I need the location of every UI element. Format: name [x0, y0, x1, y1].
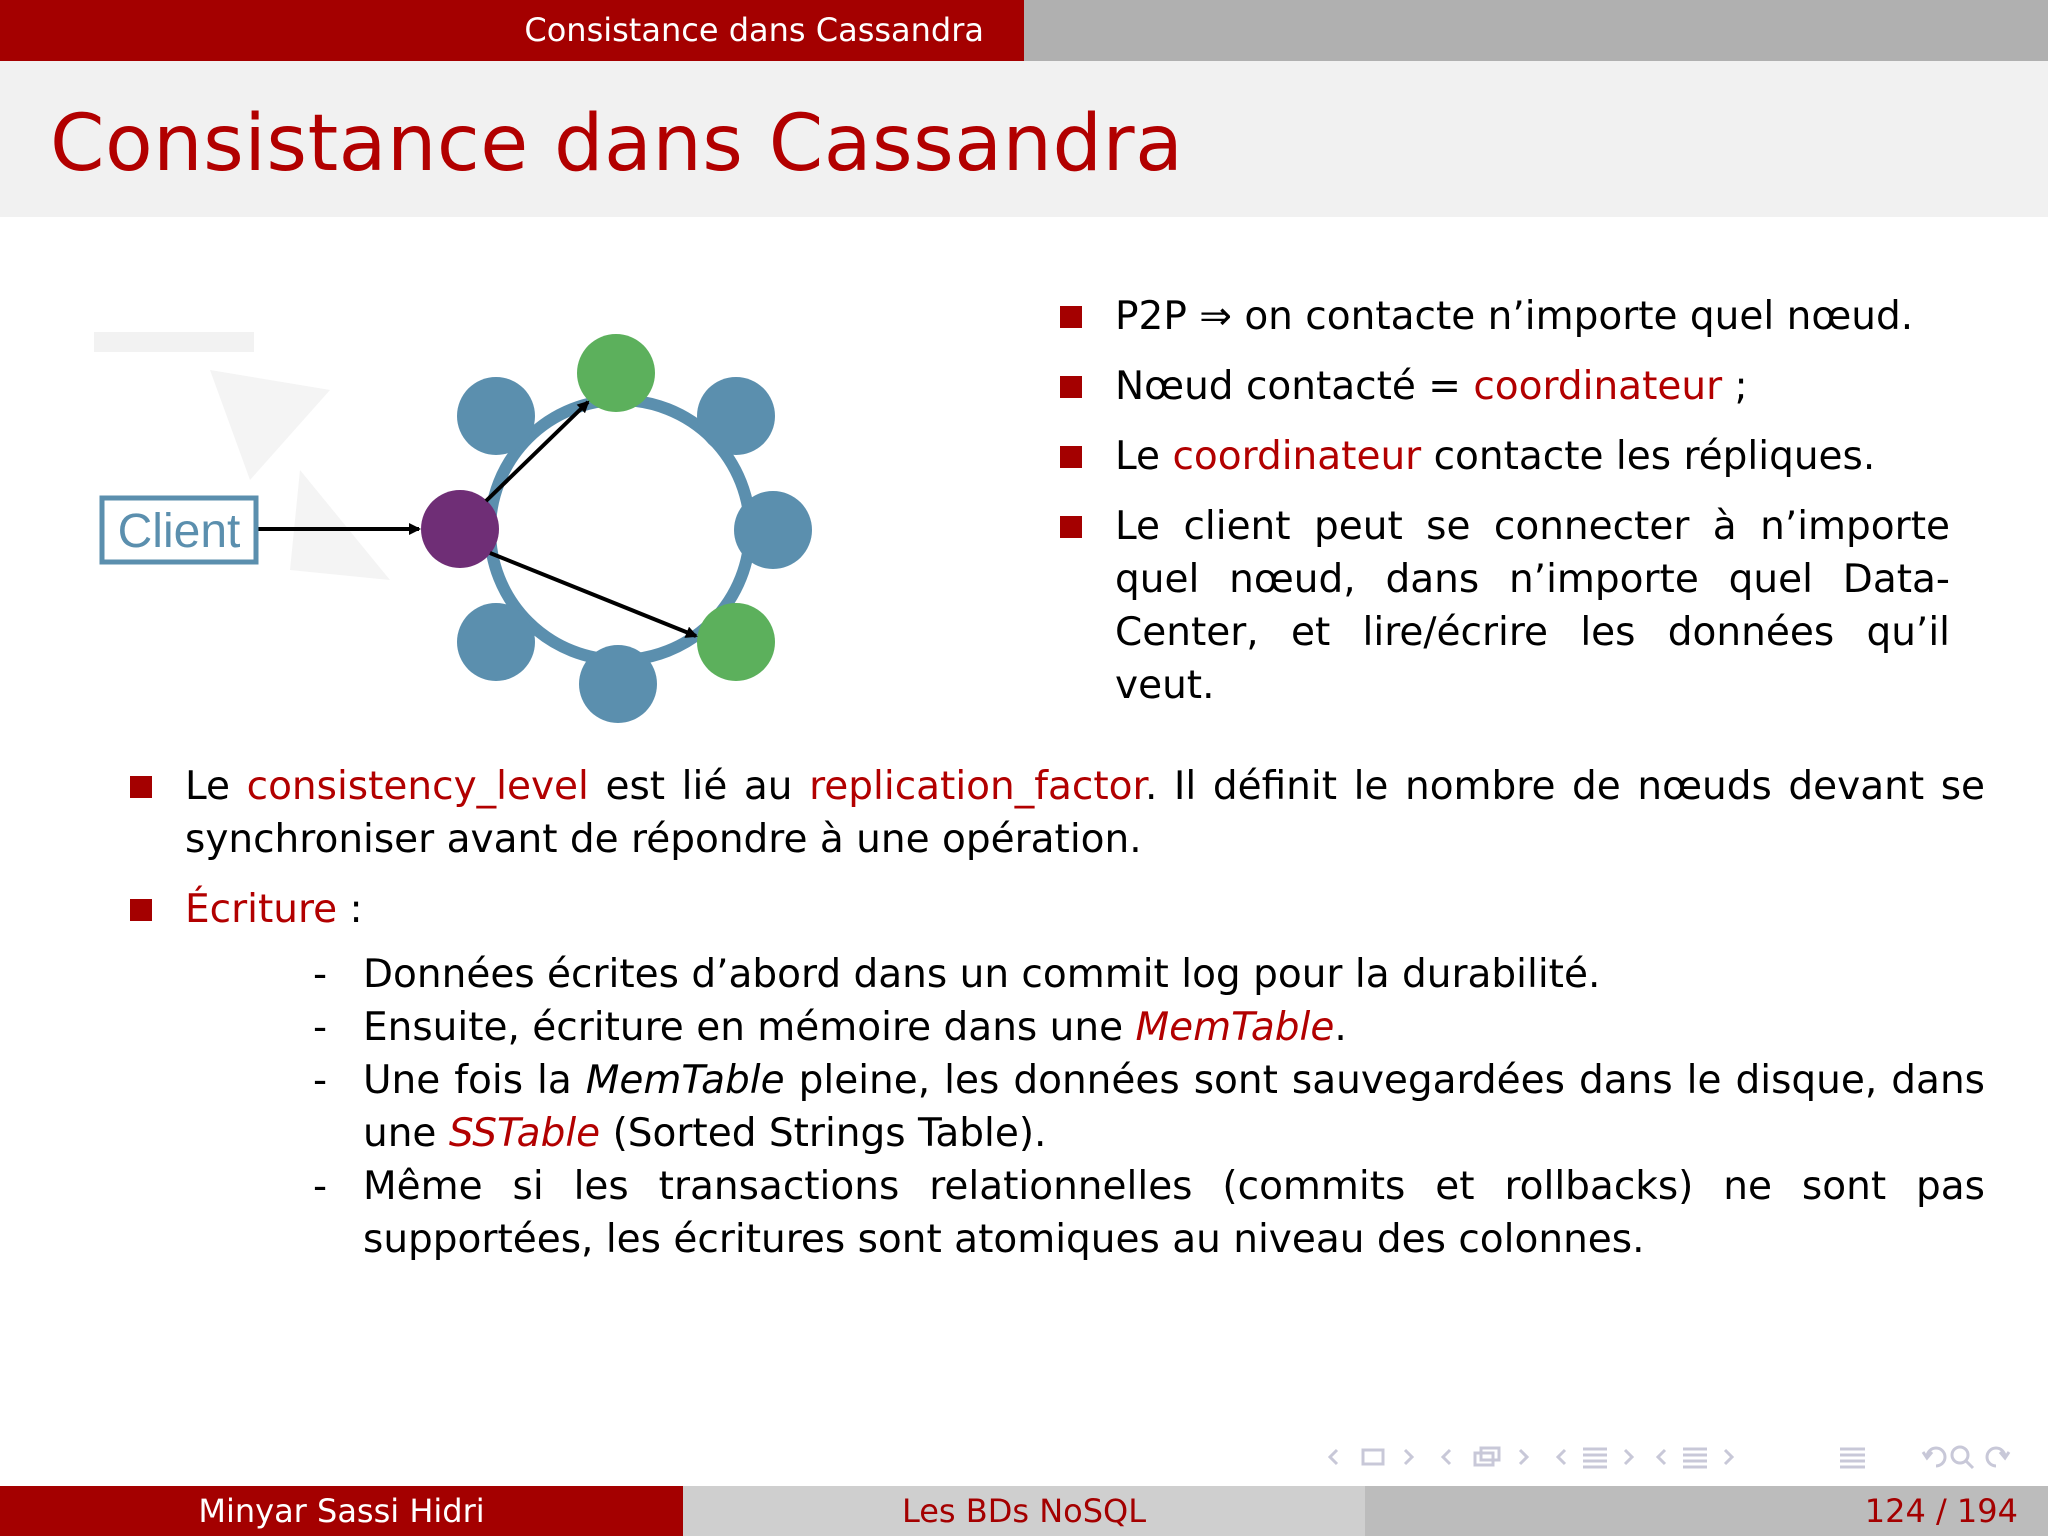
sub-item-text: (Sorted Strings Table). [600, 1111, 1047, 1156]
replica-node [697, 603, 775, 681]
sub-item-text: Une fois la [363, 1058, 586, 1103]
sub-item-text: Même si les transactions relationnelles (commits et rollbacks) ne sont pas supportées, les écritures sont atomiques au niveau des colonnes. [363, 1164, 1985, 1262]
term-highlight: SSTable [448, 1111, 601, 1156]
list-item [1060, 430, 1950, 483]
sub-item-text: Données écrites d’abord dans un commit log pour la durabilité. [363, 952, 1601, 997]
list-item [1060, 290, 1950, 343]
main-bullet-list [130, 760, 1985, 1283]
sub-list-item: - Données écrites d’abord dans un commit log pour la durabilité. [313, 952, 1601, 997]
bullet-text: contacte les répliques. [1421, 434, 1876, 479]
footer-page [1365, 1486, 2048, 1536]
sub-list-item: - Même si les transactions relationnelles (commits et rollbacks) ne sont pas supportées, les écritures sont atomiques au niveau des colonnes. [313, 1164, 1985, 1262]
bullet-text: P2P ⇒ on contacte n’importe quel nœud. [1115, 294, 1914, 339]
list-item [1060, 360, 1950, 413]
title-bar [0, 61, 2048, 217]
nav-redo-icon[interactable] [1987, 1448, 2009, 1466]
bullet-text: . Il définit le nombre de nœuds devant se synchroniser avant de répondre à une opération. [185, 764, 1986, 862]
slide-title: Consistance dans Cassandra [50, 99, 1184, 189]
bullet-text: Le [185, 764, 247, 809]
sub-item-text: Ensuite, écriture en mémoire dans une [363, 1005, 1136, 1050]
section-title: Consistance dans Cassandra [0, 0, 1024, 61]
list-item [130, 760, 1985, 866]
sub-list [185, 948, 1985, 1266]
list-item [1060, 500, 1950, 712]
bullet-text: est lié au [588, 764, 810, 809]
ring-diagram [80, 320, 860, 740]
bullet-text: ; [1722, 364, 1748, 409]
bullet-text: Le [1115, 434, 1173, 479]
bullet-text: Nœud contacté = [1115, 364, 1474, 409]
footer-course: Les BDs NoSQL [683, 1486, 1365, 1536]
nav-search-icon[interactable] [1952, 1447, 1973, 1468]
footer-author: Minyar Sassi Hidri [0, 1486, 683, 1536]
replica-node [577, 334, 655, 412]
nav-frame-icon[interactable] [1330, 1450, 1412, 1464]
nav-undo-icon[interactable] [1923, 1448, 1945, 1466]
term-italic: MemTable [585, 1058, 785, 1103]
faded-shape [290, 470, 390, 580]
term-highlight: coordinateur [1473, 364, 1723, 409]
sub-item-text: . [1334, 1005, 1347, 1050]
nav-section-icon[interactable] [1558, 1449, 1632, 1467]
sub-item-text: pleine, les données sont sauvegardées dans le disque, dans une [363, 1058, 1985, 1156]
page-number: 124 / 194 [1864, 1492, 2018, 1530]
bullet-text: : [337, 887, 363, 932]
term-highlight: consistency_level [246, 764, 589, 809]
beamer-navigation-symbols [1325, 1440, 2025, 1474]
footer-bar [0, 1486, 2048, 1536]
sub-list-item: - Une fois la MemTable pleine, les données sont sauvegardées dans le disque, dans une SSTable (Sorted Strings Table). [313, 1058, 1985, 1156]
node [457, 377, 535, 455]
term-highlight: MemTable [1135, 1005, 1335, 1050]
term-highlight: coordinateur [1172, 434, 1422, 479]
faded-shape [94, 332, 254, 352]
nav-document-icon[interactable] [1658, 1449, 1732, 1467]
right-bullet-list [1060, 290, 1950, 729]
node [457, 603, 535, 681]
sub-list-item: - Ensuite, écriture en mémoire dans une MemTable. [313, 1005, 1347, 1050]
top-header-bar [0, 0, 2048, 61]
term-highlight: replication_factor [809, 764, 1145, 809]
node [734, 491, 812, 569]
term-highlight: Écriture [185, 887, 338, 932]
client-label: Client [117, 505, 241, 558]
node [697, 377, 775, 455]
node [579, 645, 657, 723]
bullet-text: Le client peut se connecter à n’importe quel nœud, dans n’importe quel Data-Center, et lire/écrire les données qu’il veut. [1115, 504, 1950, 708]
list-item [130, 883, 1985, 1266]
nav-subsection-icon[interactable] [1443, 1448, 1527, 1465]
faded-shape [210, 370, 330, 480]
nav-outline-icon[interactable] [1840, 1449, 1865, 1467]
